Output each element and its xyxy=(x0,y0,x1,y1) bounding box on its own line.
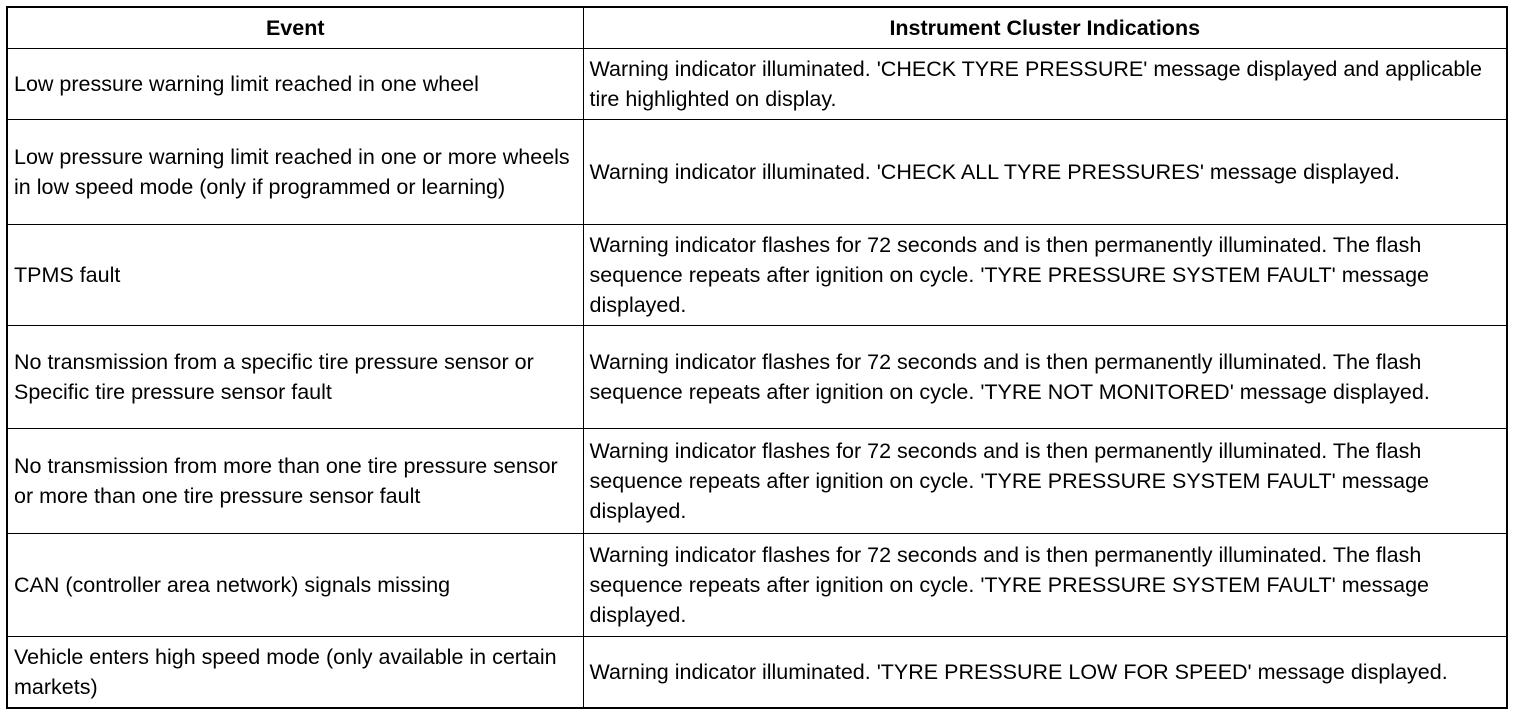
indication-cell: Warning indicator flashes for 72 seconds and is then permanently illuminated. The flash sequence repeats after ignition on cycle. 'TYRE PRESSURE SYSTEM FAULT' message displayed. xyxy=(583,225,1507,326)
indication-cell: Warning indicator flashes for 72 seconds and is then permanently illuminated. The flash sequence repeats after ignition on cycle. 'TYRE PRESSURE SYSTEM FAULT' message displayed. xyxy=(583,429,1507,534)
table-row xyxy=(7,49,1507,120)
event-cell: TPMS fault xyxy=(7,225,583,326)
column-header-indications: Instrument Cluster Indications xyxy=(583,7,1507,49)
event-cell: Vehicle enters high speed mode (only available in certain markets) xyxy=(7,637,583,709)
table-row xyxy=(7,225,1507,326)
table-row xyxy=(7,429,1507,534)
table-row xyxy=(7,326,1507,429)
event-cell: Low pressure warning limit reached in one or more wheels in low speed mode (only if programmed or learning) xyxy=(7,120,583,225)
indication-cell: Warning indicator flashes for 72 seconds and is then permanently illuminated. The flash sequence repeats after ignition on cycle. 'TYRE NOT MONITORED' message displayed. xyxy=(583,326,1507,429)
table-row xyxy=(7,534,1507,637)
tpms-indications-table xyxy=(6,6,1508,709)
table-header-row xyxy=(7,7,1507,49)
indication-cell: Warning indicator illuminated. 'CHECK TYRE PRESSURE' message displayed and applicable tire highlighted on display. xyxy=(583,49,1507,120)
indication-cell: Warning indicator illuminated. 'TYRE PRESSURE LOW FOR SPEED' message displayed. xyxy=(583,637,1507,709)
table-row xyxy=(7,120,1507,225)
column-header-event: Event xyxy=(7,7,583,49)
event-cell: Low pressure warning limit reached in one wheel xyxy=(7,49,583,120)
indication-cell: Warning indicator flashes for 72 seconds and is then permanently illuminated. The flash sequence repeats after ignition on cycle. 'TYRE PRESSURE SYSTEM FAULT' message displayed. xyxy=(583,534,1507,637)
event-cell: CAN (controller area network) signals missing xyxy=(7,534,583,637)
event-cell: No transmission from a specific tire pressure sensor or Specific tire pressure sensor fault xyxy=(7,326,583,429)
table-row xyxy=(7,637,1507,709)
indication-cell: Warning indicator illuminated. 'CHECK ALL TYRE PRESSURES' message displayed. xyxy=(583,120,1507,225)
event-cell: No transmission from more than one tire pressure sensor or more than one tire pressure sensor fault xyxy=(7,429,583,534)
